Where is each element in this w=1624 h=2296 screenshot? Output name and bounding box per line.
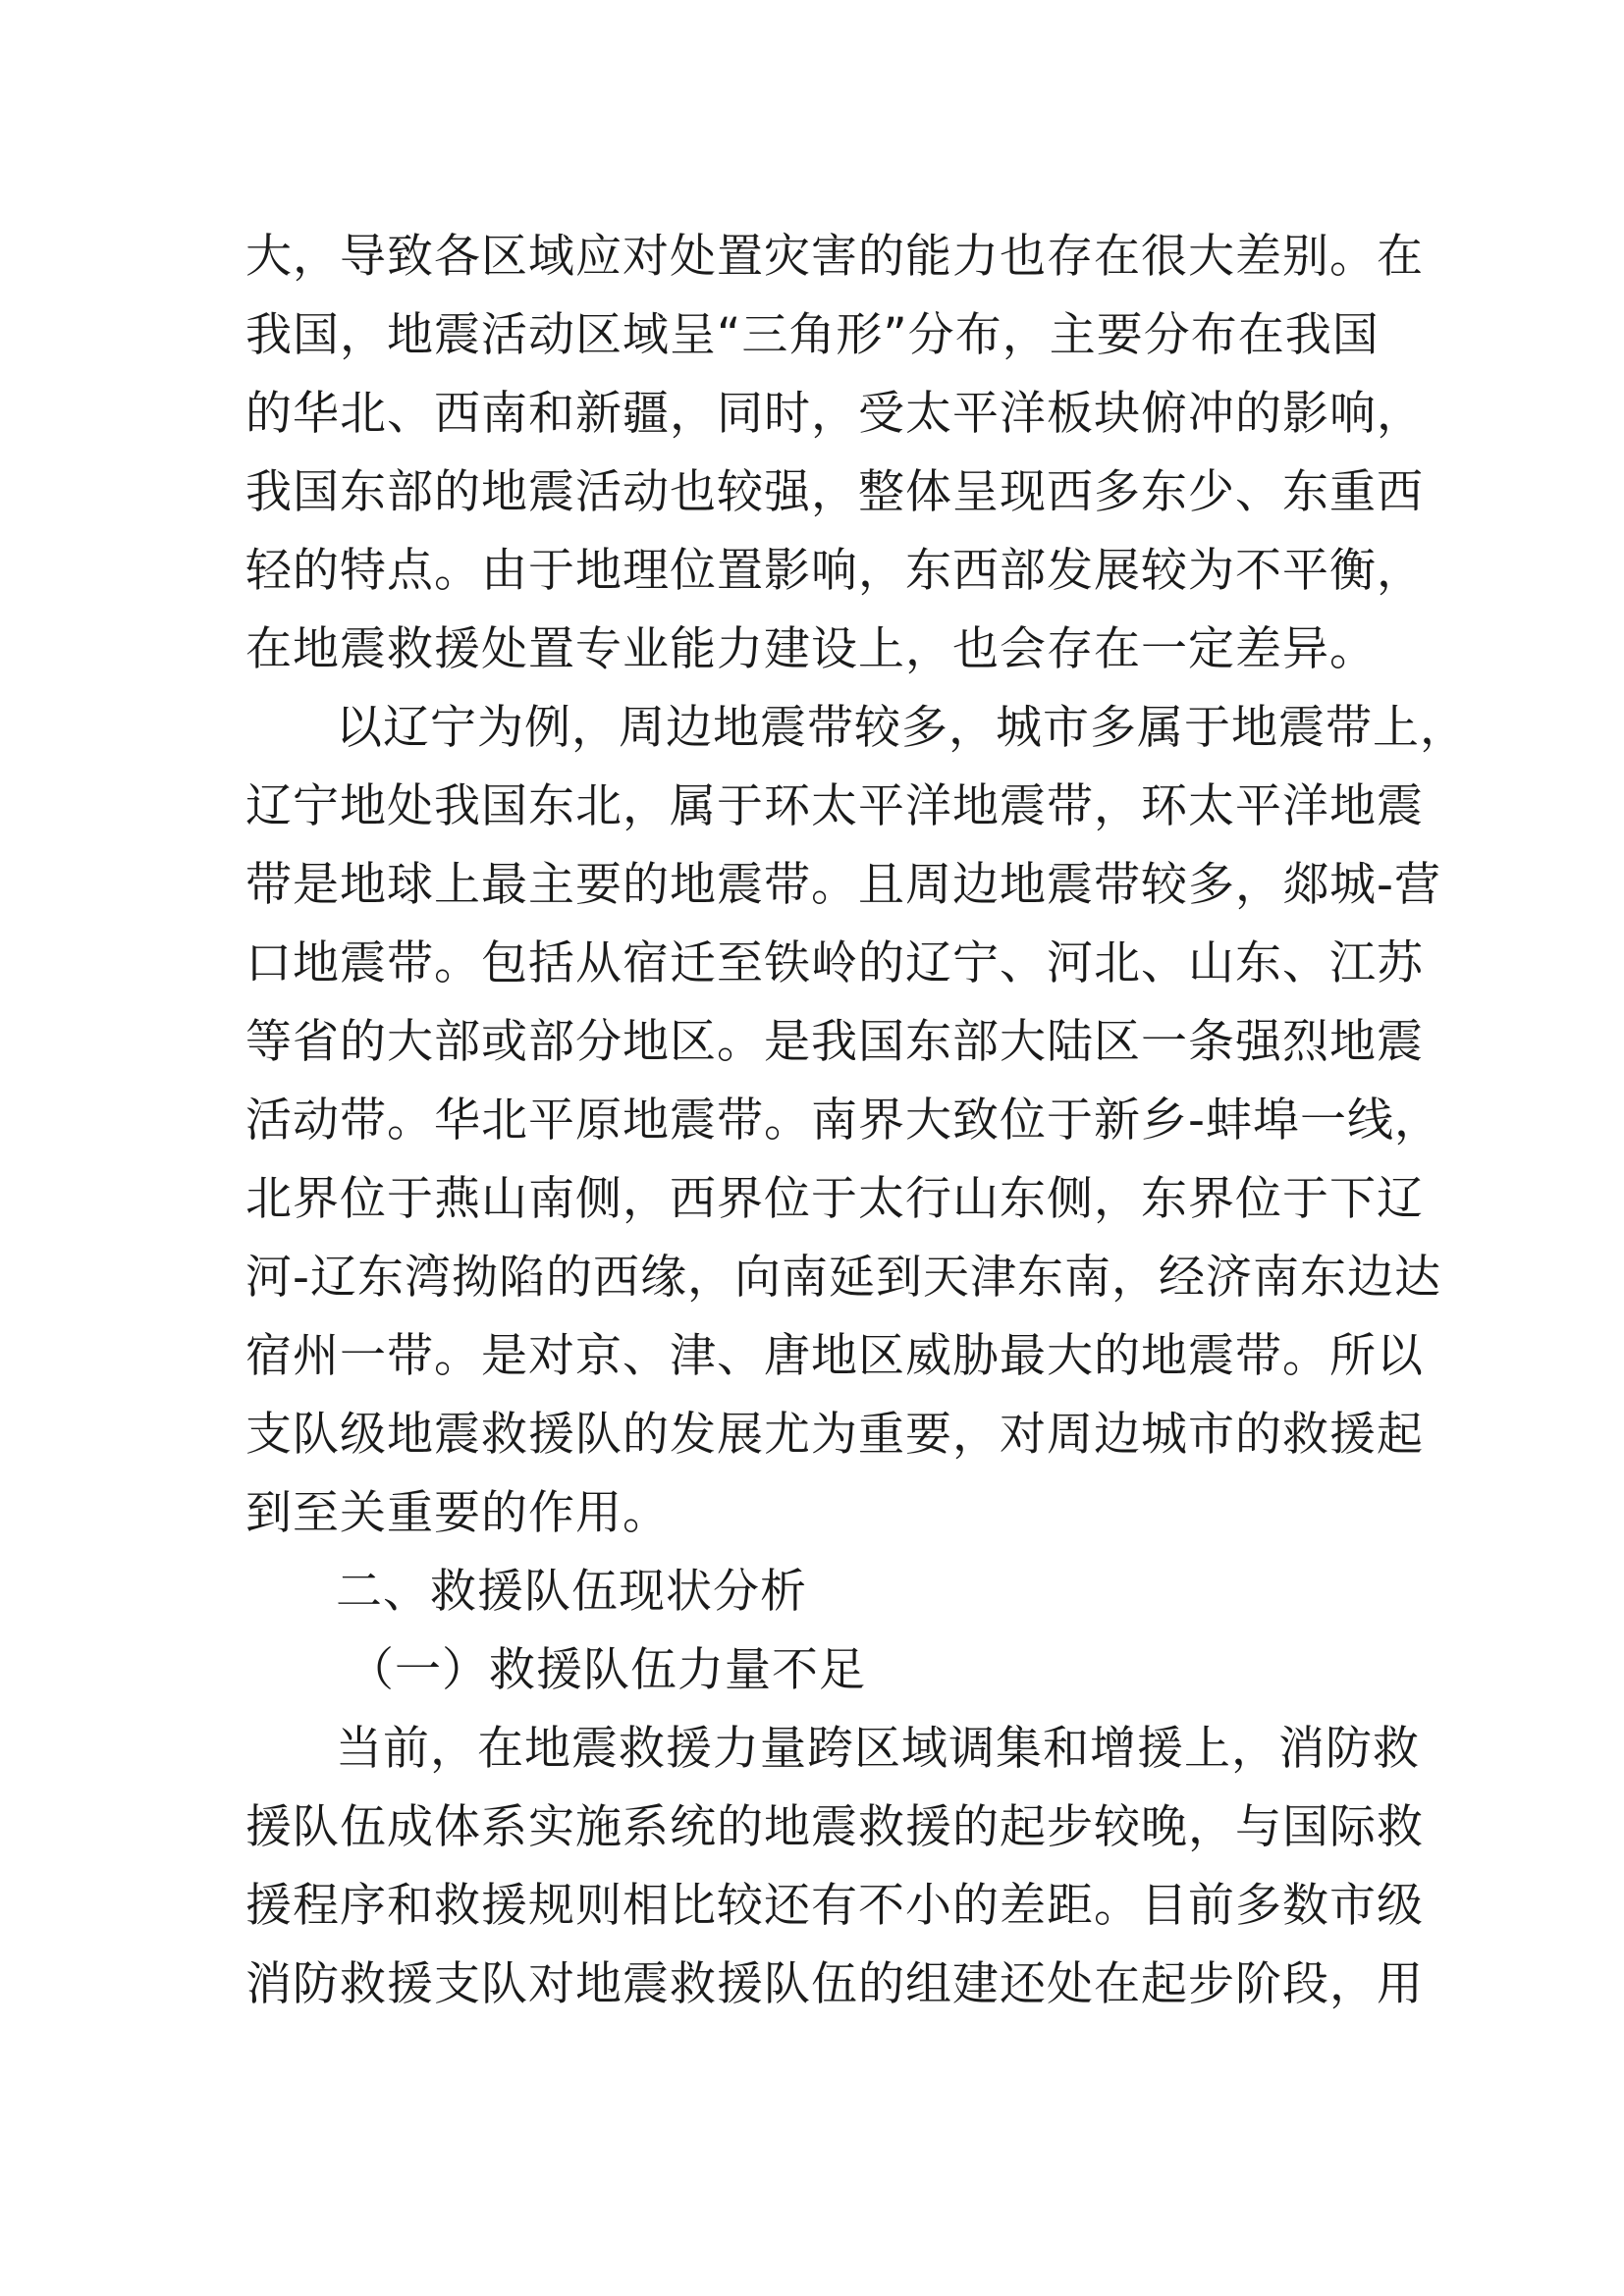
text-line: 的华北、西南和新疆，同时，受太平洋板块俯冲的影响， [245,387,1424,441]
subsection-heading [245,1631,1394,1710]
text-line: 当前，在地震救援力量跨区域调集和增援上，消防救 [336,1722,1420,1776]
text-line: 到至关重要的作用。 [245,1486,670,1540]
text-line: 宿州一带。是对京、津、唐地区威胁最大的地震带。所以 [245,1329,1424,1383]
text-line: 河-辽东湾拗陷的西缘，向南延到天津东南，经济南东边达 [245,1251,1441,1305]
text-line: 消防救援支队对地震救援队伍的组建还处在起步阶段，用 [245,1957,1424,2011]
section-heading [245,1553,1394,1631]
heading-text: （一）救援队伍力量不足 [348,1643,866,1697]
text-line: 援队伍成体系实施系统的地震救援的起步较晚，与国际救 [245,1800,1424,1854]
document-page [245,218,1467,2024]
text-line: 活动带。华北平原地震带。南界大致位于新乡-蚌埠一线， [245,1094,1441,1148]
text-line: 以辽宁为例，周边地震带较多，城市多属于地震带上， [336,701,1467,755]
text-line: 援程序和救援规则相比较还有不小的差距。目前多数市级 [245,1879,1424,1933]
text-line: 带是地球上最主要的地震带。且周边地震带较多，郯城-营 [245,858,1441,912]
text-line: 等省的大部或部分地区。是我国东部大陆区一条强烈地震 [245,1015,1424,1069]
text-line: 我国，地震活动区域呈“三角形”分布，主要分布在我国 [245,308,1380,362]
text-line: 我国东部的地震活动也较强，整体呈现西多东少、东重西 [245,465,1424,519]
body-paragraph [245,1710,1424,2024]
text-line: 北界位于燕山南侧，西界位于太行山东侧，东界位于下辽 [245,1172,1424,1226]
text-line: 大，导致各区域应对处置灾害的能力也存在很大差别。在 [245,230,1424,284]
text-line: 支队级地震救援队的发展尤为重要，对周边城市的救援起 [245,1408,1424,1462]
body-paragraph [245,689,1467,1553]
text-line: 口地震带。包括从宿迁至铁岭的辽宁、河北、山东、江苏 [245,936,1424,990]
text-line: 辽宁地处我国东北，属于环太平洋地震带，环太平洋地震 [245,779,1424,833]
text-line: 在地震救援处置专业能力建设上，也会存在一定差异。 [245,622,1377,676]
text-line: 轻的特点。由于地理位置影响，东西部发展较为不平衡， [245,544,1424,598]
body-paragraph [245,218,1424,689]
heading-text: 二、救援队伍现状分析 [336,1565,807,1619]
